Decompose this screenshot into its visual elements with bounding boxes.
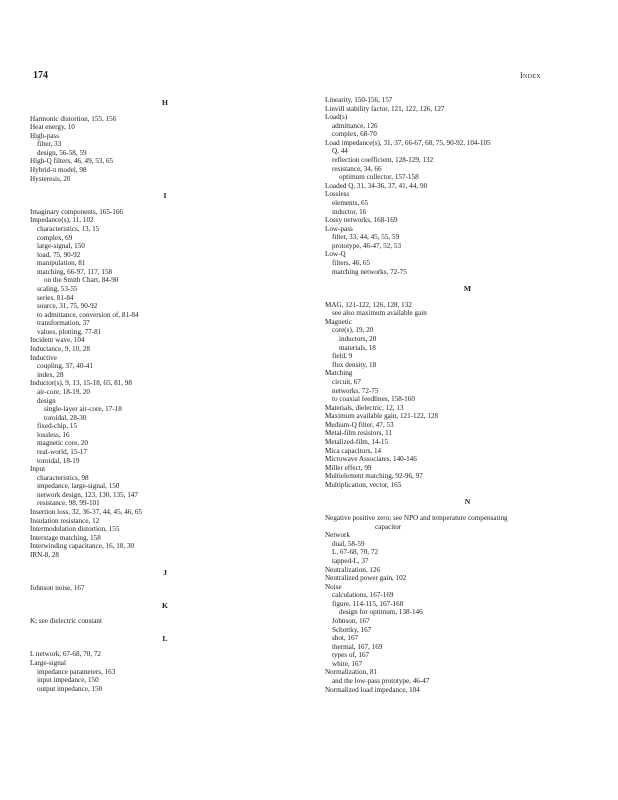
index-subentry: scaling, 53-55 <box>37 285 78 294</box>
index-subentry: fixed-chip, 15 <box>37 422 78 431</box>
index-entry: Large-signal <box>30 659 66 668</box>
index-entry: Normalized load impedance, 104 <box>325 685 420 694</box>
index-subentry: load, 75, 90-92 <box>37 250 81 259</box>
index-entry: Noise <box>325 582 342 591</box>
index-subentry: design <box>37 396 56 405</box>
index-subentry: design, 56-58, 59 <box>37 148 87 157</box>
index-entry: Multielement matching, 92-96, 97 <box>325 472 423 481</box>
index-subentry: manipulation, 81 <box>37 259 86 268</box>
index-entry: Negative positive zero; see NPO and temperature compensating <box>325 514 508 523</box>
section-letter-heading: H <box>162 98 168 107</box>
index-subentry: network design, 123, 130, 135, 147 <box>37 490 138 499</box>
index-entry: MAG, 121-122, 126, 128, 132 <box>325 300 412 309</box>
index-subentry: core(s), 19, 20 <box>332 326 374 335</box>
index-subentry: and the low-pass prototype, 46-47 <box>332 677 430 686</box>
index-subentry: coupling, 37, 40-41 <box>37 362 93 371</box>
index-subentry: calculations, 167-169 <box>332 591 394 600</box>
index-entry: Network <box>325 531 350 540</box>
index-subentry: resistance, 34, 66 <box>332 164 382 173</box>
index-entry: Microwave Associates, 140-146 <box>325 455 417 464</box>
index-subentry: impedance parameters, 163 <box>37 667 116 676</box>
index-entry: Interwinding capacitance, 16, 18, 30 <box>30 542 135 551</box>
index-subentry: impedance, large-signal, 150 <box>37 482 120 491</box>
section-letter-heading: M <box>463 284 472 294</box>
index-subentry: series, 81-84 <box>37 293 74 302</box>
index-subentry: reflection coefficient, 128-129, 132 <box>332 156 434 165</box>
index-subentry: filters, 46, 65 <box>332 258 371 267</box>
index-subentry: prototype, 46-47, 52, 53 <box>332 241 402 250</box>
index-entry: Input <box>30 465 46 474</box>
index-entry: Inductive <box>30 353 57 362</box>
index-subentry: inductor, 16 <box>332 207 367 216</box>
index-subentry: resistance, 98, 99-101 <box>37 499 100 508</box>
index-subentry: Q, 44 <box>332 147 348 156</box>
index-subentry: see also maximum available gain <box>332 309 427 318</box>
index-subentry: admittance, 126 <box>332 121 378 130</box>
section-letter-heading: L <box>162 633 168 643</box>
index-entry: Metalized-film, 14-15 <box>325 437 389 446</box>
index-subentry: inductors, 20 <box>339 335 377 344</box>
index-entry: Miller effect, 99 <box>325 463 372 472</box>
running-head: Index <box>520 71 541 80</box>
index-subentry: air-core, 18-19, 20 <box>37 387 90 396</box>
index-subentry: Schottky, 167 <box>332 625 372 634</box>
index-entry: Medium-Q filter, 47, 53 <box>325 420 394 429</box>
index-entry: Neutralized power gain, 102 <box>325 574 407 583</box>
page-number: 174 <box>33 70 48 81</box>
index-entry: Mica capacitors, 14 <box>325 446 382 455</box>
index-subentry: input impedance, 150 <box>37 676 99 685</box>
index-subentry: thermal, 167, 169 <box>332 642 383 651</box>
index-entry: Imaginary components, 165-166 <box>30 207 124 216</box>
index-entry: Maximum available gain, 121-122, 128 <box>325 412 439 421</box>
index-subentry: complex, 68-70 <box>332 130 377 139</box>
index-entry: Matching <box>325 369 353 378</box>
index-subentry: field, 9 <box>332 352 353 361</box>
index-subentry: filter, 33 <box>37 140 62 149</box>
index-entry: Low-Q <box>325 250 346 259</box>
index-subentry: elements, 65 <box>332 198 369 207</box>
index-entry: High-pass <box>30 131 59 140</box>
index-subentry: tapped-L, 37 <box>332 556 369 565</box>
index-subentry: lossless, 16 <box>37 430 70 439</box>
index-subentry: characteristics, 13, 15 <box>37 224 100 233</box>
index-subentry: figure, 114-115, 167-168 <box>332 599 404 608</box>
index-subentry: source, 31, 75, 90-92 <box>37 302 98 311</box>
index-entry: Inductance, 9, 10, 28 <box>30 345 90 354</box>
index-entry: Low-pass <box>325 224 353 233</box>
index-entry: Impedance(s), 11, 102 <box>30 216 94 225</box>
index-entry: Hysteresis, 20 <box>30 174 71 183</box>
index-entry: Interstage matching, 158 <box>30 533 101 542</box>
index-entry-continuation: capacitor <box>375 522 402 531</box>
index-entry: Lossy networks, 168-169 <box>325 216 398 225</box>
index-entry: Loaded Q, 31, 34-36, 37, 41, 44, 90 <box>325 181 428 190</box>
index-entry: Normalization, 81 <box>325 668 377 677</box>
index-subentry: characteristics, 98 <box>37 473 89 482</box>
index-entry: Neutralization, 126 <box>325 565 381 574</box>
index-entry: Inductor(s), 9, 13, 15-18, 65, 81, 98 <box>30 379 132 388</box>
index-entry: Multiplication, vector, 165 <box>325 480 402 489</box>
index-entry: Harmonic distortion, 155, 156 <box>30 114 117 123</box>
index-subentry: optimum collector, 157-158 <box>339 173 419 182</box>
index-column-right <box>325 96 610 694</box>
index-subentry: to coaxial feedlines, 158-160 <box>332 395 415 404</box>
section-letter-heading: J <box>163 567 167 577</box>
index-subentry: transformation, 37 <box>37 319 90 328</box>
index-subentry: toroidal, 18-19 <box>37 456 80 465</box>
index-subentry: large-signal, 150 <box>37 242 85 251</box>
index-entry: IRN-8, 28 <box>30 550 59 559</box>
index-subentry: materials, 18 <box>339 343 376 352</box>
index-subentry: on the Smith Chart, 84-90 <box>44 276 119 285</box>
section-letter-heading: N <box>464 497 471 507</box>
index-subentry: values, plotting, 77-81 <box>37 327 102 336</box>
index-subentry: networks, 72-75 <box>332 386 379 395</box>
index-entry: Intermodulation distortion, 155 <box>30 525 120 534</box>
index-entry: K; see dielectric constant <box>30 617 102 626</box>
index-subentry: Johnson, 167 <box>332 616 370 625</box>
index-entry: Insulation resistance, 12 <box>30 516 100 525</box>
index-subentry: design for optimum, 138-146 <box>339 608 423 617</box>
index-entry: Load impedance(s), 31, 37, 66-67, 68, 75, 90-92, 104-105 <box>325 138 491 147</box>
index-subentry: circuit, 67 <box>332 377 361 386</box>
index-subentry: complex, 69 <box>37 233 73 242</box>
index-entry: High-Q filters, 46, 49, 53, 65 <box>30 157 114 166</box>
index-subentry: magnetic core, 20 <box>37 439 88 448</box>
index-entry: Magnetic <box>325 317 352 326</box>
index-subentry: output impedance, 150 <box>37 684 103 693</box>
index-entry: Load(s) <box>325 113 348 122</box>
index-entry: Incident wave, 104 <box>30 336 85 345</box>
index-entry: Linvill stability factor, 121, 122, 126, 127 <box>325 104 445 113</box>
index-subentry: to admittance, conversion of, 81-84 <box>37 310 139 319</box>
index-subentry: shot, 167 <box>332 634 359 643</box>
section-letter-heading: K <box>162 600 168 610</box>
index-subentry: flux density, 18 <box>332 360 377 369</box>
index-subentry: L, 67-68, 70, 72 <box>332 548 379 557</box>
index-entry: Lossless <box>325 190 350 199</box>
index-subentry: filter, 33, 44, 45, 55, 59 <box>332 233 400 242</box>
section-letter-heading: I <box>163 191 167 201</box>
index-subentry: toroidal, 28-30 <box>44 413 87 422</box>
index-entry: Materials, dielectric, 12, 13 <box>325 403 404 412</box>
index-subentry: single-layer air-core, 17-18 <box>44 405 122 414</box>
index-subentry: dual, 58-59 <box>332 539 365 548</box>
index-entry: Heat energy, 10 <box>30 123 75 132</box>
index-entry: Insertion loss, 32, 36-37, 44, 45, 46, 65 <box>30 508 143 517</box>
index-subentry: matching, 66-97, 117, 158 <box>37 267 113 276</box>
index-entry: Johnson noise, 167 <box>30 584 85 593</box>
index-subentry: white, 167 <box>332 659 363 668</box>
index-entry: L network, 67-68, 70, 72 <box>30 650 101 659</box>
index-subentry: matching networks, 72-75 <box>332 267 407 276</box>
index-subentry: real-world, 15-17 <box>37 448 87 456</box>
index-subentry: types of, 167 <box>332 651 370 660</box>
index-subentry: index, 28 <box>37 370 64 379</box>
index-entry: Hybrid-π model, 98 <box>30 166 87 175</box>
index-column-left <box>30 96 300 693</box>
index-entry: Metal-film resistors, 11 <box>325 429 392 438</box>
index-entry: Linearity, 150-156, 157 <box>325 96 393 104</box>
